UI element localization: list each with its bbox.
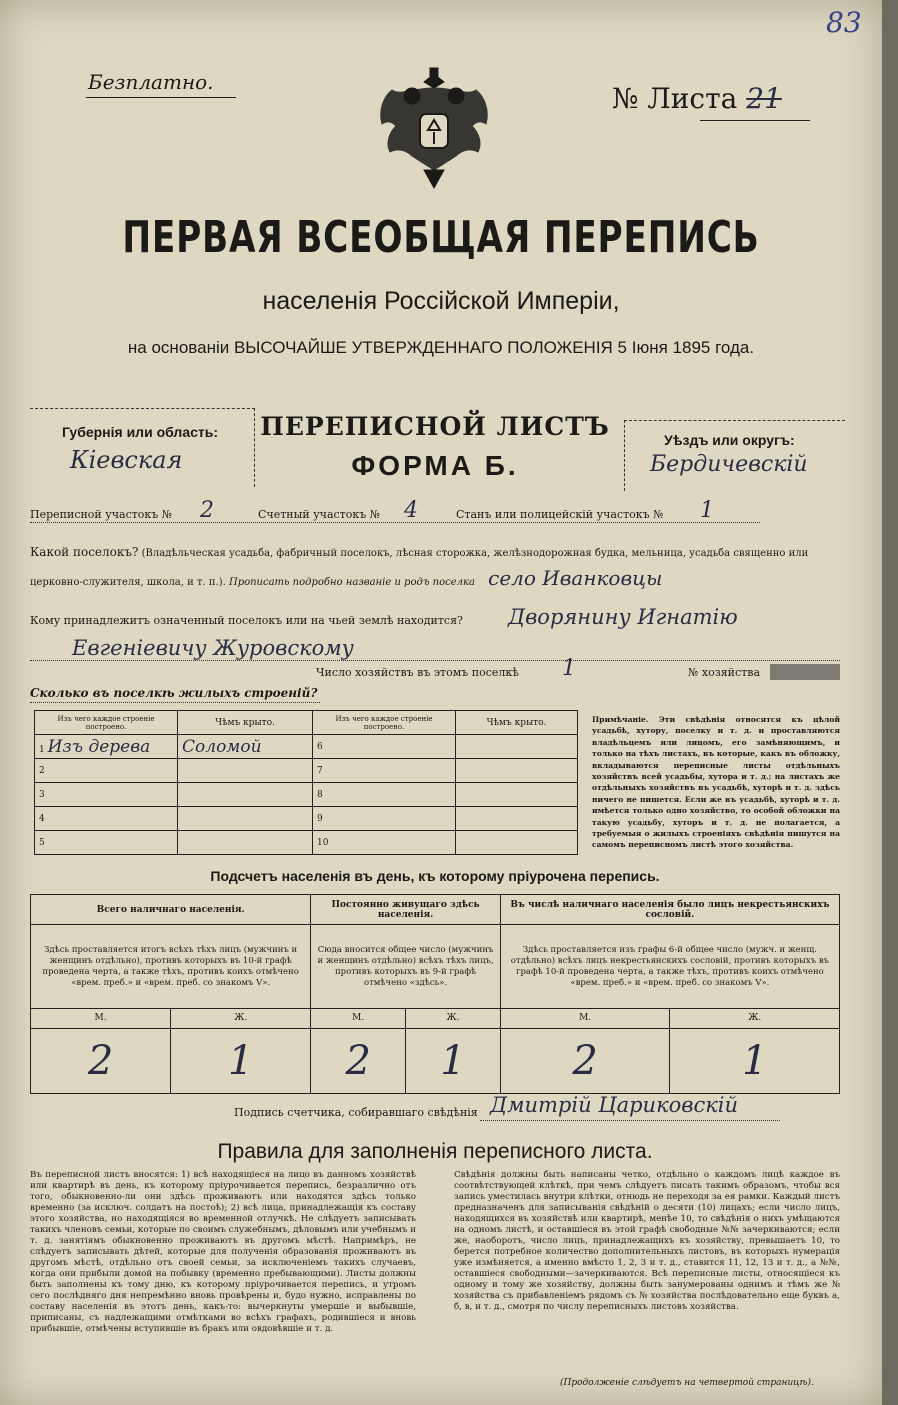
signature-underline <box>480 1120 780 1121</box>
bt-roof-1: Соломой <box>178 735 313 759</box>
bt-row-6: 6 <box>313 735 456 759</box>
sheet-number-block <box>612 82 782 115</box>
title-basis: на основаніи ВЫСОЧАЙШЕ УТВЕРЖДЕННАГО ПОЛОЖЕНІЯ 5 Іюня 1895 года. <box>127 338 755 357</box>
settlement-label: Какой поселокъ? <box>30 545 139 559</box>
note-text: Примѣчаніе. Эти свѣдѣнія относятся къ цѣлой усадьбѣ, хутору, поселку и т. д. и проставляются владѣльцемъ или лицомъ, его замѣняющимъ, и только на тѣхъ листахъ, въ которые, какъ въ обложку, вкладываются переписные листы отдѣльныхъ хозяйствъ всей усадьбы, хутора и т. д.; на листахъ же отдѣльныхъ хозяйствъ въ усадьбѣ, хуторѣ и т. д. здѣсь ничего не пишется. Если же въ усадьбѣ, хуторѣ и т. д. имѣется только одно хозяйство, то особой обложки на такую усадьбу, хуторъ и т. д. не полагается, а требуемыя о жилыхъ строеніяхъ свѣдѣнія пишутся на самомъ переписномъ листѣ этого хозяйства. <box>592 715 840 850</box>
count-f-value-0: 1 <box>171 1029 311 1094</box>
count-head-2: Въ числѣ наличнаго населенія было лицъ некрестьянскихъ сословій. <box>500 895 839 925</box>
count-m-value-2: 2 <box>500 1029 670 1094</box>
owner-value2: Евгеніевичу Журовскому <box>72 636 354 660</box>
buildings-underline <box>30 702 320 703</box>
count-f-value-1: 1 <box>406 1029 501 1094</box>
sheet-label: № Листа <box>612 82 738 115</box>
bt-row-2: 2 <box>35 759 178 783</box>
count-desc-2: Здѣсь проставляется изъ графы 6-й общее число (мужч. и женщ. отдѣльно) всѣхъ лицъ некрестьянскихъ сословій, противъ которыхъ въ графѣ 10-й проведена черта, а также тѣхъ, противъ коихъ отмѣчено «врем. преб.» и «врем. преб. со знакомъ V». <box>500 925 839 1008</box>
bt-row-10: 10 <box>313 831 456 855</box>
uezd-value: Бердичевскій <box>650 452 808 477</box>
continued-note: (Продолженіе слѣдуетъ на четвертой страницѣ). <box>560 1378 814 1388</box>
count-desc-0: Здѣсь проставляется итогъ всѣхъ тѣхъ лицъ (мужчинъ и женщинъ отдѣльно), противъ которыхъ въ 10-й графѣ проведена черта, а также тѣхъ, противъ коихъ отмѣчено «врем. преб.» и «врем. преб. со знакомъ V». <box>31 925 311 1008</box>
rules-title: Правила для заполненія переписного листа. <box>217 1140 653 1163</box>
count-m-label-2: М. <box>500 1008 670 1028</box>
count-m-value-0: 2 <box>31 1029 171 1094</box>
count-m-value-1: 2 <box>311 1029 406 1094</box>
owner-underline <box>30 660 840 661</box>
households-label: Число хозяйствъ въ этомъ поселкѣ <box>316 666 519 679</box>
district-value: 2 <box>200 498 214 523</box>
bt-head-roof-left: Чѣмъ крыто. <box>178 711 313 735</box>
settlement-value: село Иванковцы <box>488 566 663 590</box>
settlement-block <box>30 540 840 595</box>
signature-value: Дмитрій Цариковскій <box>490 1093 739 1117</box>
district-underline <box>30 522 760 523</box>
count-m-label-1: М. <box>311 1008 406 1028</box>
count-f-label-1: Ж. <box>406 1008 501 1028</box>
buildings-table <box>34 710 578 855</box>
sheet-number: 21 <box>746 82 782 115</box>
bt-row-9: 9 <box>313 807 456 831</box>
signature-label: Подпись счетчика, собиравшаго свѣдѣнія <box>234 1106 478 1119</box>
settlement-hint: (Владѣльческая усадьба, фабричный поселокъ, лѣсная сторожка, желѣзнодорожная будка, мельница, усадьба священно или церковно-служителя, школа, и т. п.). <box>30 548 809 588</box>
count-f-label-0: Ж. <box>171 1008 311 1028</box>
households-value: 1 <box>562 656 576 681</box>
bt-row-8: 8 <box>313 783 456 807</box>
count-f-value-2: 1 <box>670 1029 840 1094</box>
owner-label: Кому принадлежитъ означенный поселокъ или на чьей землѣ находится? <box>30 614 463 627</box>
title-sub: населенія Россійской Имперіи, <box>262 287 620 315</box>
bt-row-1: 1 Изъ дерева <box>35 735 178 759</box>
bt-head-roof-right: Чѣмъ крыто. <box>456 711 578 735</box>
gubernia-label: Губернія или область: <box>62 424 219 440</box>
double-eagle-emblem-icon <box>372 66 496 190</box>
count-head-0: Всего наличнаго населенія. <box>31 895 311 925</box>
bt-head-material-right: Изъ чего каждое строеніе построено. <box>313 711 456 735</box>
count-label: Счетный участокъ № <box>258 508 381 521</box>
free-label: Безплатно. <box>88 70 214 94</box>
buildings-label: Сколько въ поселкѣ жилыхъ строеній? <box>30 686 318 700</box>
count-value: 4 <box>404 498 418 523</box>
bt-row-5: 5 <box>35 831 178 855</box>
settlement-hint2: Прописать подробно названіе и родъ поселка <box>228 577 475 588</box>
uezd-label: Уѣздъ или округъ: <box>664 432 795 448</box>
gubernia-value: Кіевская <box>70 446 183 474</box>
bt-row-7: 7 <box>313 759 456 783</box>
count-f-label-2: Ж. <box>670 1008 840 1028</box>
count-m-label-0: М. <box>31 1008 171 1028</box>
count-table <box>30 894 840 1094</box>
title-main: ПЕРВАЯ ВСЕОБЩАЯ ПЕРЕПИСЬ <box>122 212 760 263</box>
stan-value: 1 <box>700 498 714 523</box>
household-no-box <box>770 664 840 680</box>
count-title: Подсчетъ населенія въ день, къ которому пріурочена перепись. <box>210 868 660 884</box>
corner-number: 83 <box>826 6 862 39</box>
sheet-underline <box>700 120 810 121</box>
rules-left: Въ переписной листъ вносятся: 1) всѣ находящіеся на лицо въ данномъ хозяйствѣ или квартирѣ въ день, къ которому пріурочивается перепись, безразлично отъ того, обыкновенно-ли они здѣсь проживаютъ или находятся здѣсь только временно (за исключ. солдатъ на постоѣ); 2) всѣ лица, принадлежащія къ составу этого хозяйства, но находящіяся во временной отлучкѣ. Не слѣдуетъ записывать такихъ членовъ семьи, которые по своимъ служебнымъ, дѣловымъ или учебнымъ и т. д. занятіямъ обыкновенно проживаютъ въ другомъ мѣстѣ. Напримѣръ, не слѣдуетъ записывать дѣтей, которые для полученія образованія проживаютъ въ другомъ мѣстѣ, отдѣльно отъ своей семьи, за исключеніемъ такихъ случаевъ, когда они прибыли домой на побывку (временно пребывающими). Листы должны быть заполнены къ тому дню, къ которому пріурочивается перепись, и утромъ сего послѣдняго дня непремѣнно вновь провѣрены и, будо нужно, исправлены по составу населенія въ этотъ день, какъ-то: вычеркнуты умершіе и выбывшіе, приписаны, съ надлежащими отмѣтками во всѣхъ графахъ, родившіеся и вновь прибывшіе, отмѣчены вступившіе въ бракъ или овдовѣвшіе и т. д. <box>30 1170 416 1334</box>
bt-row-3: 3 <box>35 783 178 807</box>
stan-label: Станъ или полицейскій участокъ № <box>456 508 664 521</box>
free-underline <box>86 97 236 98</box>
form-letter: ФОРМА Б. <box>351 450 519 481</box>
bt-material-1: Изъ дерева <box>47 736 151 757</box>
district-label: Переписной участокъ № <box>30 508 173 521</box>
owner-value1: Дворянину Игнатію <box>508 605 738 629</box>
count-desc-1: Сюда вносится общее число (мужчинъ и женщинъ отдѣльно) всѣхъ тѣхъ лицъ, противъ которыхъ въ 9-й графѣ отмѣчено «здѣсь». <box>311 925 500 1008</box>
bt-row-4: 4 <box>35 807 178 831</box>
count-head-1: Постоянно живущаго здѣсь населенія. <box>311 895 500 925</box>
bt-head-material-left: Изъ чего каждое строеніе построено. <box>35 711 178 735</box>
household-no-label: № хозяйства <box>688 666 760 679</box>
rules-right: Свѣдѣнія должны быть написаны четко, отдѣльно о каждомъ лицѣ каждое въ соотвѣтствующей клѣткѣ, при чемъ слѣдуетъ писать такимъ образомъ, чтобы вся запись уместилась внутри клѣтки, отнюдь не переходя за ея рамки. Каждый листъ предназначенъ для записыванія свѣдѣній о десяти (10) лицахъ; если число лицъ, находящихся въ хозяйствѣ или квартирѣ, менѣе 10, то свѣдѣнія о нихъ умѣщаются на одномъ листѣ, и оставшіеся въ этой графѣ свободные №№ зачеркиваются; если же, наоборотъ, число лицъ, принадлежащихъ къ хозяйству, превышаетъ 10, то берется потребное количество дополнительныхъ листовъ, въ которыхъ нумерація уже измѣняется, а именно вмѣсто 1, 2, 3 и т. д., ставится 11, 12, 13 и т. д., а №№, оставшіеся свободными—зачеркиваются. Всѣ переписные листы, относящіеся къ одному и тому же хозяйству, должны быть занумерованы однимъ и тѣмъ же № хозяйства съ прибавленіемъ рядомъ съ № хозяйства послѣдовательно еще буквъ а, б, в, и т. д., смотря по числу переписныхъ листовъ хозяйства. <box>454 1170 840 1312</box>
form-title: ПЕРЕПИСНОЙ ЛИСТЪ <box>260 412 610 441</box>
